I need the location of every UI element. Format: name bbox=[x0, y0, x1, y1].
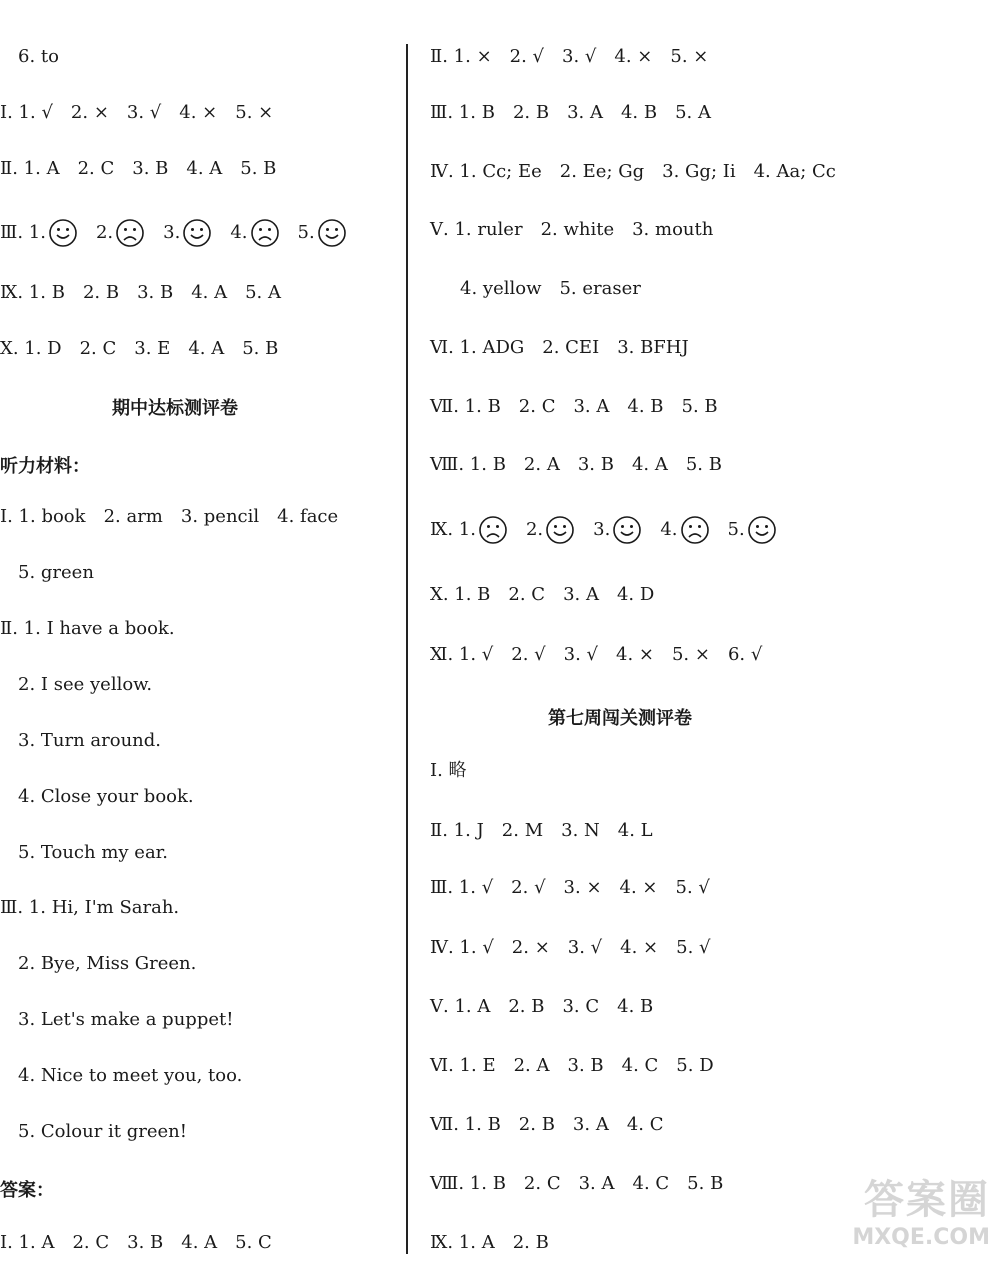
answer-item: 4. A bbox=[188, 338, 225, 359]
answer-item: 5. D bbox=[676, 1055, 714, 1076]
answer-item: 4. × bbox=[619, 877, 658, 898]
answer-item bbox=[660, 515, 709, 545]
answer-line bbox=[430, 392, 736, 422]
answer-item: 3. A bbox=[563, 584, 599, 605]
answer-line bbox=[430, 873, 728, 903]
answer-item bbox=[728, 515, 777, 545]
transcript-line bbox=[0, 614, 193, 644]
answer-item: 2. M bbox=[501, 820, 544, 841]
answer-item: 4. B bbox=[620, 102, 658, 123]
sad-face-icon bbox=[115, 218, 145, 248]
answer-item: 2. B bbox=[518, 1114, 555, 1135]
sad-face-icon bbox=[680, 515, 710, 545]
answer-item: 2. √ bbox=[511, 877, 546, 898]
answer-item: Ⅴ. 1. A bbox=[430, 996, 491, 1017]
answer-item: 5. B bbox=[687, 1173, 724, 1194]
answer-item: 2. arm bbox=[103, 506, 163, 527]
sad-face-icon bbox=[478, 515, 508, 545]
answer-item: Ⅰ. 1. A bbox=[0, 1232, 55, 1253]
answer-item: 5. √ bbox=[675, 877, 710, 898]
answer-line bbox=[430, 157, 854, 187]
answer-item: 3. B bbox=[567, 1055, 604, 1076]
answer-item: 4. face bbox=[277, 506, 339, 527]
transcript-line bbox=[18, 782, 212, 812]
answer-item: 5. B bbox=[685, 454, 722, 475]
answer-item: Ⅸ. 1. B bbox=[0, 282, 65, 303]
answer-item: 5. green bbox=[18, 562, 94, 583]
answer-item: 2. I see yellow. bbox=[18, 674, 153, 695]
answer-line bbox=[0, 278, 299, 308]
answer-line bbox=[430, 756, 485, 786]
answer-label: 3. bbox=[593, 519, 611, 540]
transcript-line bbox=[0, 502, 356, 532]
answer-item: Ⅱ. 1. J bbox=[430, 820, 484, 841]
answer-item: 2. C bbox=[72, 1232, 110, 1253]
answer-item: 5. B bbox=[240, 158, 277, 179]
answer-item: 3. √ bbox=[562, 46, 597, 67]
answer-item: 2. CEI bbox=[542, 337, 600, 358]
answer-item: 4. D bbox=[616, 584, 655, 605]
answer-line bbox=[430, 98, 729, 128]
answer-label: 5. bbox=[297, 222, 315, 243]
answer-line bbox=[430, 1051, 732, 1081]
answer-line bbox=[430, 450, 740, 480]
answer-item: 3. BFHJ bbox=[617, 337, 689, 358]
answer-item: Ⅱ. 1. A bbox=[0, 158, 60, 179]
answer-item: 2. Bye, Miss Green. bbox=[18, 953, 197, 974]
answer-label: 4. bbox=[660, 519, 678, 540]
answer-item: 4. × bbox=[616, 644, 654, 665]
answer-item: 3. A bbox=[573, 396, 610, 417]
answer-line bbox=[0, 1228, 290, 1258]
answer-item: 5. A bbox=[245, 282, 281, 303]
answer-item: 4. × bbox=[614, 46, 653, 67]
answer-item: 4. C bbox=[621, 1055, 659, 1076]
answer-item: 4. C bbox=[632, 1173, 670, 1194]
answer-line bbox=[430, 1228, 567, 1258]
answer-item: 4. × bbox=[179, 102, 218, 123]
answer-item bbox=[298, 218, 347, 248]
transcript-line bbox=[18, 670, 170, 700]
answer-item: Ⅺ. 1. √ bbox=[430, 644, 494, 665]
answer-item: 4. A bbox=[631, 454, 668, 475]
answer-label: Ⅸ. 1. bbox=[430, 519, 476, 540]
answer-item: 2. C bbox=[508, 584, 546, 605]
answer-item bbox=[163, 218, 212, 248]
answer-label: 5. bbox=[727, 519, 745, 540]
answer-item bbox=[593, 515, 642, 545]
answer-item: 4. L bbox=[617, 820, 653, 841]
answer-item: Ⅷ. 1. B bbox=[430, 1173, 506, 1194]
transcript-line bbox=[0, 893, 197, 923]
answer-item: 3. A bbox=[578, 1173, 615, 1194]
answer-item: 3. pencil bbox=[180, 506, 260, 527]
transcript-line bbox=[18, 1117, 205, 1147]
answer-item: 4. Close your book. bbox=[18, 786, 194, 807]
answer-item: 3. Gg; Ii bbox=[662, 161, 736, 182]
answer-line bbox=[430, 215, 731, 245]
answer-item: 2. √ bbox=[511, 644, 546, 665]
answer-item: 6. √ bbox=[727, 644, 763, 665]
answer-item: 3. B bbox=[137, 282, 174, 303]
answer-item: Ⅰ. 1. √ bbox=[0, 102, 53, 123]
answer-item: 4. Nice to meet you, too. bbox=[18, 1065, 243, 1086]
answer-label: Ⅲ. 1. bbox=[0, 222, 46, 243]
answer-item: 5. √ bbox=[676, 937, 711, 958]
answer-item: 4. B bbox=[617, 996, 654, 1017]
answer-item: 2. A bbox=[523, 454, 560, 475]
answer-line bbox=[430, 42, 726, 72]
answer-item: 3. C bbox=[562, 996, 600, 1017]
section-title: 期中达标测评卷 bbox=[112, 398, 238, 419]
answer-item: 2. A bbox=[513, 1055, 550, 1076]
answer-item: 4. C bbox=[626, 1114, 664, 1135]
transcript-line bbox=[18, 949, 214, 979]
answer-item: 4. Aa; Cc bbox=[753, 161, 836, 182]
answer-item: 2. × bbox=[511, 937, 550, 958]
section-title: 第七周闯关测评卷 bbox=[548, 708, 692, 729]
section-label: 答案： bbox=[0, 1180, 54, 1201]
answer-item: 2. Ee; Gg bbox=[559, 161, 645, 182]
answer-item: 3. B bbox=[127, 1232, 164, 1253]
answer-line bbox=[0, 98, 291, 128]
answer-line bbox=[0, 154, 294, 184]
answer-item: 5. A bbox=[675, 102, 711, 123]
answer-item: 4. B bbox=[627, 396, 664, 417]
answer-line bbox=[430, 333, 707, 363]
section-label: 听力材料： bbox=[0, 456, 90, 477]
watermark-bottom: MXQE.COM bbox=[852, 1225, 990, 1250]
answer-item: 3. √ bbox=[126, 102, 162, 123]
answer-item: Ⅵ. 1. ADG bbox=[430, 337, 525, 358]
transcript-line bbox=[18, 838, 186, 868]
answer-item: Ⅰ. 1. book bbox=[0, 506, 86, 527]
sad-face-icon bbox=[250, 218, 280, 248]
answer-item: Ⅰ. 略 bbox=[430, 760, 467, 781]
answer-item: 2. × bbox=[70, 102, 109, 123]
smiley-face-icon bbox=[317, 218, 347, 248]
answer-line bbox=[430, 640, 780, 670]
answer-line bbox=[430, 816, 671, 846]
answer-item: 3. E bbox=[134, 338, 171, 359]
answer-item: 5. × bbox=[671, 644, 710, 665]
answer-item: 2. white bbox=[540, 219, 615, 240]
answer-item: 2. √ bbox=[509, 46, 545, 67]
answer-item: 2. C bbox=[518, 396, 556, 417]
answer-item: Ⅴ. 1. ruler bbox=[430, 219, 523, 240]
watermark-top: 答案圈 bbox=[864, 1177, 990, 1223]
answer-line bbox=[430, 515, 795, 545]
answer-item bbox=[430, 515, 508, 545]
answer-item: 3. N bbox=[561, 820, 600, 841]
answer-line bbox=[430, 992, 671, 1022]
answer-item: 3. A bbox=[567, 102, 603, 123]
answer-item: Ⅶ. 1. B bbox=[430, 396, 501, 417]
answer-item: 4. yellow bbox=[460, 278, 542, 299]
answer-item: 3. Let's make a puppet! bbox=[18, 1009, 234, 1030]
answer-line bbox=[0, 334, 296, 364]
answer-item: 5. eraser bbox=[559, 278, 641, 299]
answer-item: Ⅳ. 1. √ bbox=[430, 937, 494, 958]
answer-item: 5. × bbox=[235, 102, 274, 123]
answer-item: 2. B bbox=[512, 102, 550, 123]
answer-line bbox=[430, 580, 672, 610]
answer-item: 5. × bbox=[670, 46, 709, 67]
answer-item: 5. Touch my ear. bbox=[18, 842, 169, 863]
answer-item: Ⅳ. 1. Cc; Ee bbox=[430, 161, 542, 182]
answer-item: 2. B bbox=[508, 996, 545, 1017]
answer-item: 3. B bbox=[577, 454, 614, 475]
answer-item: Ⅷ. 1. B bbox=[430, 454, 506, 475]
answer-item: 4. A bbox=[181, 1232, 218, 1253]
transcript-line bbox=[18, 1005, 251, 1035]
answer-item bbox=[96, 218, 145, 248]
answer-item: 2. B bbox=[82, 282, 120, 303]
answer-item: Ⅱ. 1. × bbox=[430, 46, 492, 67]
answer-item: Ⅲ. 1. √ bbox=[430, 877, 494, 898]
answer-item: 2. B bbox=[512, 1232, 549, 1253]
smiley-face-icon bbox=[545, 515, 575, 545]
answer-item: 6. to bbox=[18, 46, 59, 67]
transcript-line bbox=[18, 726, 179, 756]
transcript-line bbox=[18, 1061, 260, 1091]
answer-item: Ⅱ. 1. I have a book. bbox=[0, 618, 175, 639]
answer-line bbox=[18, 42, 77, 72]
answer-item bbox=[526, 515, 575, 545]
answer-line bbox=[460, 274, 659, 304]
answer-item: 2. C bbox=[523, 1173, 561, 1194]
smiley-face-icon bbox=[182, 218, 212, 248]
smiley-face-icon bbox=[612, 515, 642, 545]
smiley-face-icon bbox=[747, 515, 777, 545]
answer-item: 5. B bbox=[681, 396, 718, 417]
answer-item bbox=[230, 218, 279, 248]
transcript-line bbox=[18, 558, 112, 588]
answer-item: 3. √ bbox=[567, 937, 603, 958]
answer-item: Ⅲ. 1. Hi, I'm Sarah. bbox=[0, 897, 180, 918]
answer-item: 2. C bbox=[79, 338, 117, 359]
answer-item: 3. Turn around. bbox=[18, 730, 162, 751]
answer-line bbox=[430, 933, 729, 963]
answer-label: 3. bbox=[163, 222, 181, 243]
column-divider bbox=[406, 44, 408, 1254]
answer-item: 4. × bbox=[620, 937, 659, 958]
answer-line bbox=[430, 1110, 682, 1140]
answer-item: 4. A bbox=[186, 158, 223, 179]
watermark-logo bbox=[810, 1168, 990, 1263]
answer-item: Ⅲ. 1. B bbox=[430, 102, 495, 123]
answer-item: 5. B bbox=[242, 338, 279, 359]
answer-line bbox=[0, 218, 365, 248]
answer-item: 3. × bbox=[563, 877, 602, 898]
answer-item: 3. A bbox=[572, 1114, 609, 1135]
answer-item bbox=[0, 218, 78, 248]
answer-item: 2. C bbox=[77, 158, 115, 179]
answer-label: 4. bbox=[230, 222, 248, 243]
answer-item: 5. Colour it green! bbox=[18, 1121, 187, 1142]
answer-item: 3. mouth bbox=[632, 219, 714, 240]
answer-item: Ⅵ. 1. E bbox=[430, 1055, 496, 1076]
answer-item: Ⅸ. 1. A bbox=[430, 1232, 495, 1253]
smiley-face-icon bbox=[48, 218, 78, 248]
answer-item: 3. B bbox=[132, 158, 169, 179]
answer-item: 4. A bbox=[191, 282, 228, 303]
answer-label: 2. bbox=[95, 222, 114, 243]
answer-item: Ⅶ. 1. B bbox=[430, 1114, 501, 1135]
answer-item: 5. C bbox=[235, 1232, 272, 1253]
answer-item: Ⅹ. 1. D bbox=[0, 338, 62, 359]
answer-item: 3. √ bbox=[563, 644, 598, 665]
answer-label: 2. bbox=[525, 519, 544, 540]
answer-line bbox=[430, 1169, 741, 1199]
answer-item: Ⅹ. 1. B bbox=[430, 584, 491, 605]
